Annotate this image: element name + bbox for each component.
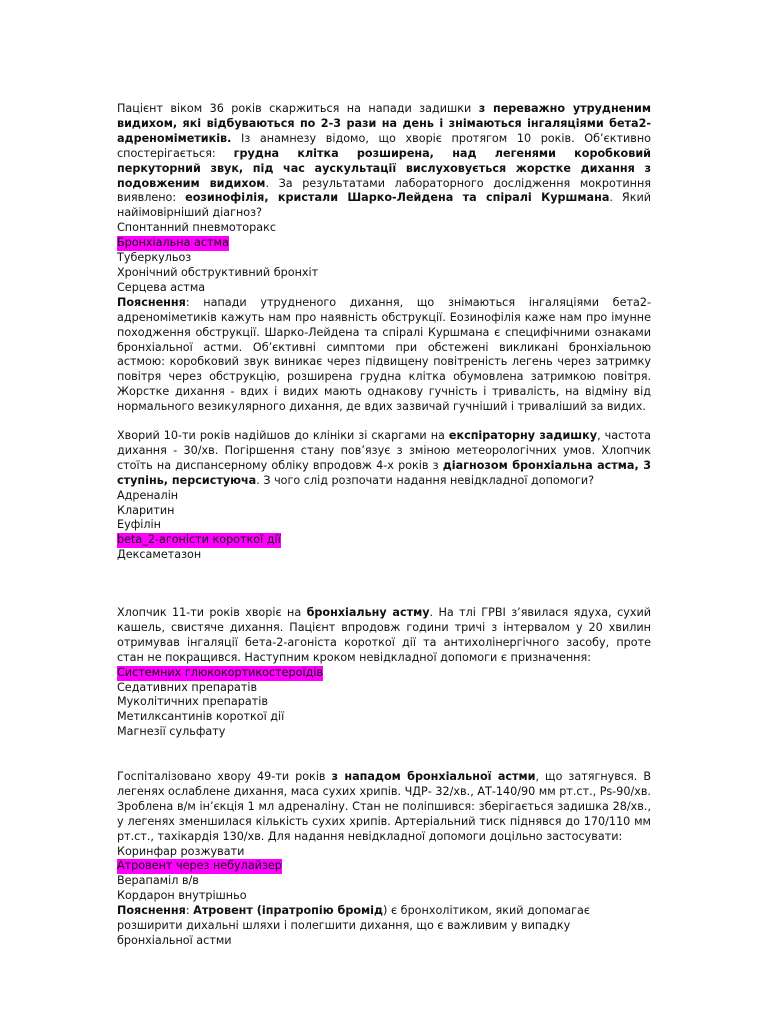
question-4-options: [117, 845, 651, 905]
answer-option-correct: Бронхіальна астма: [117, 236, 229, 250]
answer-option: Еуфілін: [117, 518, 161, 532]
answer-option: Коринфар розжувати: [117, 844, 245, 858]
question-1: [117, 102, 651, 415]
answer-option: Серцева астма: [117, 280, 206, 294]
answer-option: Дексаметазон: [117, 548, 202, 562]
question-3-options: [117, 666, 651, 741]
question-3: [117, 606, 651, 740]
answer-option: Адреналін: [117, 488, 179, 502]
question-1-options: [117, 221, 651, 296]
answer-option-correct: beta_2-агоністи короткої дії: [117, 533, 281, 547]
answer-option: Магнезії сульфату: [117, 725, 226, 739]
question-1-stem: Пацієнт віком 36 років скаржиться на напади задишки з переважно утрудненим видихом, які відбуваються по 2-3 рази на день і знімаються інгаляціями бета2-адреноміметиків. Із анамнезу відомо, що хворіє протягом 10 років. Об’єктивно спостерігається: грудна клітка розширена, над легенями коробковий перкуторний звук, під час аускультації вислуховується жорстке дихання з подовженим видихом. За результатами лабораторного дослідження мокротиння виявлено: еозинофілія, кристали Шарко-Лейдена та спіралі Куршмана. Який найімовірніший діагноз?: [117, 102, 651, 220]
answer-option: Седативних препаратів: [117, 680, 258, 694]
answer-option: Кордарон внутрішньо: [117, 889, 247, 903]
answer-option: Метилксантинів короткої дії: [117, 710, 285, 724]
question-4-stem: Госпіталізовано хвору 49-ти років з нападом бронхіальної астми, що затягнувся. В легенях ослаблене дихання, маса сухих хрипів. ЧДР- 32/хв., АТ-140/90 мм рт.ст., Ps-90/хв. Зроблена в/м ін’єкція 1 мл адреналіну. Стан не поліпшився: зберігається задишка 28/хв., у легенях зменшилася кількість сухих хрипів. Артеріальний тиск піднявся до 170/110 мм рт.ст., тахікардія 130/хв. Для надання невідкладної допомоги доцільно застосувати:: [117, 770, 651, 843]
question-2-stem: Хворий 10-ти років надійшов до клініки зі скаргами на експіраторну задишку, частота дихання - 30/хв. Погіршення стану пов’язує з зміною метеорологічних умов. Хлопчик стоїть на диспансерному обліку впродовж 4-х років з діагнозом бронхіальна астма, 3 ступінь, персистуюча. З чого слід розпочати надання невідкладної допомоги?: [117, 429, 651, 487]
question-2: [117, 429, 651, 563]
answer-option: Спонтанний пневмоторакс: [117, 221, 277, 235]
answer-option-correct: Атровент через небулайзер: [117, 859, 282, 873]
answer-option-correct: Системних глюкокортикостероїдів: [117, 665, 324, 679]
answer-option: Туберкульоз: [117, 251, 192, 265]
question-4-explanation: Пояснення: Атровент (іпратропію бромід) є бронхолітиком, який допомагає розширити дихальні шляхи і полегшити дихання, що є важливим у випадку бронхіальної астми: [117, 904, 590, 947]
answer-option: Верапаміл в/в: [117, 874, 199, 888]
answer-option: Кларитин: [117, 503, 175, 517]
question-1-explanation: Пояснення: напади утрудненого дихання, що знімаються інгаляціями бета2-адреноміметиків кажуть нам про наявність обструкції. Еозинофілія каже нам про імунне походження обструкції. Шарко-Лейдена та спіралі Куршмана є специфічними ознаками бронхіальної астми. Об’єктивні симптоми при обстежені викликані бронхіальною астмою: коробковий звук виникає через підвищену повітреність легень через затримку повітря через обструкцію, розширена грудна клітка обумовлена затримкою повітря. Жорстке дихання - вдих і видих мають однакову гучність і тривалість, на відміну від нормального везикулярного дихання, де вдих зазвичай гучніший і триваліший за видих.: [117, 295, 651, 414]
answer-option: Хронічний обструктивний бронхіт: [117, 265, 319, 279]
question-4: [117, 770, 651, 949]
question-3-stem: Хлопчик 11-ти років хворіє на бронхіальну астму. На тлі ГРВІ з’явилася ядуха, сухий кашель, свистяче дихання. Пацієнт впродовж години тричі з інтервалом у 20 хвилин отримував інгаляції бета-2-агоніста короткої дії та антихолінергічного засобу, проте стан не покращився. Наступним кроком невідкладної допомоги є призначення:: [117, 606, 652, 664]
answer-option: Муколітичних препаратів: [117, 695, 268, 709]
question-2-options: [117, 489, 651, 564]
